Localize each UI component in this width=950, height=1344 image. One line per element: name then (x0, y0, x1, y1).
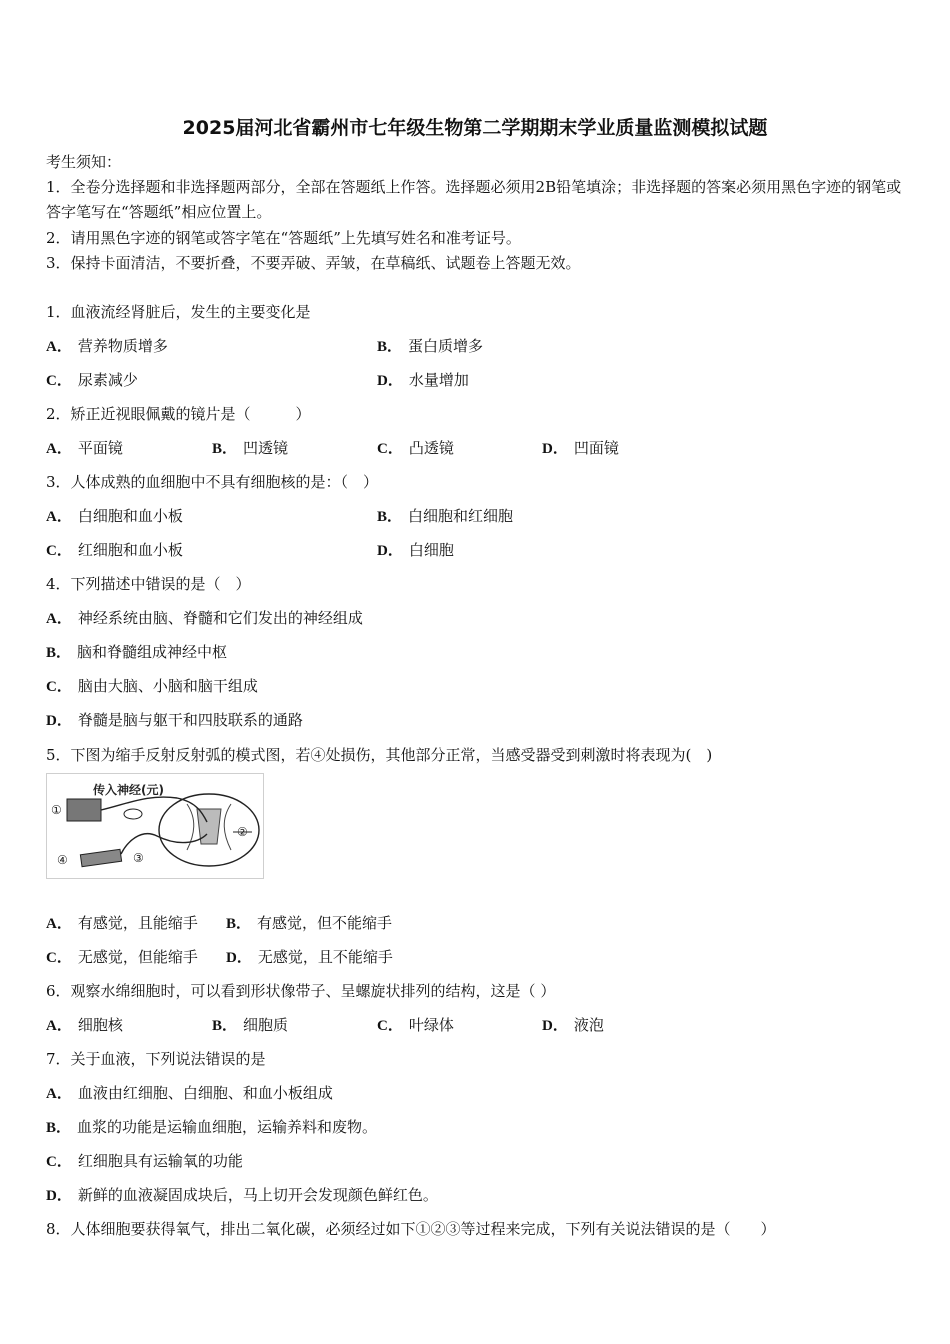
mark-1: ① (51, 803, 62, 817)
page-title: 2025届河北省霸州市七年级生物第二学期期末学业质量监测模拟试题 (182, 117, 768, 139)
reflex-arc-diagram (46, 773, 264, 879)
q4-option-b: B． 脑和脊髓组成神经中枢 (46, 643, 228, 661)
q6-option-a: A． 细胞核 (46, 1016, 123, 1034)
question-4-stem: 4．下列描述中错误的是（ ） (46, 575, 251, 593)
q1-option-b: B． 蛋白质增多 (377, 337, 484, 355)
q1-option-c: C． 尿素减少 (46, 371, 138, 389)
question-8-stem: 8．人体细胞要获得氧气，排出二氧化碳，必须经过如下①②③等过程来完成，下列有关说法错误的是（ ） (46, 1220, 776, 1238)
q7-option-d: D． 新鲜的血液凝固成块后，马上切开会发现颜色鲜红色。 (46, 1186, 438, 1204)
notice-heading: 考生须知： (46, 153, 122, 171)
q6-option-b: B． 细胞质 (212, 1016, 289, 1034)
question-5-stem: 5．下图为缩手反射反射弧的模式图，若④处损伤，其他部分正常，当感受器受到刺激时将表现为( ) (46, 746, 713, 764)
question-3-stem: 3．人体成熟的血细胞中不具有细胞核的是：（ ） (46, 473, 379, 491)
q5-option-b: B． 有感觉，但不能缩手 (226, 914, 393, 932)
question-6-stem: 6．观察水绵细胞时，可以看到形状像带子、呈螺旋状排列的结构，这是（ ） (46, 982, 556, 1000)
q5-option-d: D． 无感觉，且不能缩手 (226, 948, 393, 966)
q3-option-c: C． 红细胞和血小板 (46, 541, 183, 559)
notice-item-2: 2．请用黑色字迹的钢笔或答字笔在“答题纸”上先填写姓名和准考证号。 (46, 229, 521, 247)
question-7-stem: 7．关于血液，下列说法错误的是 (46, 1050, 266, 1068)
question-1-stem: 1．血液流经肾脏后，发生的主要变化是 (46, 303, 311, 321)
q3-option-b: B． 白细胞和红细胞 (377, 507, 514, 525)
q5-option-a: A． 有感觉，且能缩手 (46, 914, 198, 932)
q7-option-a: A． 血液由红细胞、白细胞、和血小板组成 (46, 1084, 333, 1102)
q2-option-c: C． 凸透镜 (377, 439, 454, 457)
q4-option-d: D． 脊髓是脑与躯干和四肢联系的通路 (46, 711, 303, 729)
q6-option-c: C． 叶绿体 (377, 1016, 454, 1034)
q4-option-c: C． 脑由大脑、小脑和脑干组成 (46, 677, 258, 695)
q1-option-d: D． 水量增加 (377, 371, 469, 389)
ganglion (124, 809, 142, 819)
mark-3: ③ (133, 851, 144, 865)
q2-option-a: A． 平面镜 (46, 439, 123, 457)
q6-option-d: D． 液泡 (542, 1016, 604, 1034)
q7-option-c: C． 红细胞具有运输氧的功能 (46, 1152, 243, 1170)
q7-option-b: B． 血浆的功能是运输血细胞，运输养料和废物。 (46, 1118, 378, 1136)
q3-option-a: A． 白细胞和血小板 (46, 507, 183, 525)
q1-option-a: A． 营养物质增多 (46, 337, 168, 355)
notice-item-1: 1．全卷分选择题和非选择题两部分，全部在答题纸上作答。选择题必须用2B铅笔填涂；非选择题的答案必须用黑色字迹的钢笔或答字笔写在“答题纸”相应位置上。 (46, 178, 902, 221)
figure-label: 传入神经(元) (93, 783, 164, 797)
q5-option-c: C． 无感觉，但能缩手 (46, 948, 198, 966)
q2-option-b: B． 凹透镜 (212, 439, 289, 457)
question-2-stem: 2．矫正近视眼佩戴的镜片是（ ） (46, 405, 311, 423)
q4-option-a: A． 神经系统由脑、脊髓和它们发出的神经组成 (46, 609, 363, 627)
receptor-block (67, 799, 101, 821)
effector-block (80, 849, 121, 866)
q3-option-d: D． 白细胞 (377, 541, 454, 559)
mark-4: ④ (57, 853, 68, 867)
q2-option-d: D． 凹面镜 (542, 439, 619, 457)
notice-item-3: 3．保持卡面清洁，不要折叠，不要弄破、弄皱，在草稿纸、试题卷上答题无效。 (46, 254, 581, 272)
mark-2: ② (237, 825, 248, 839)
